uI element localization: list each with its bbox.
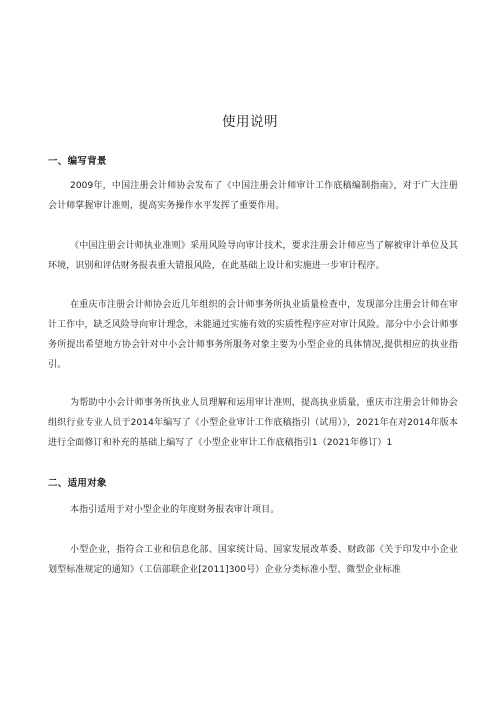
paragraph: 《中国注册会计师执业准则》采用风险导向审计技术，要求注册会计师应当了解被审计单位及其环境，识别和评估财务报表重大错报风险，在此基础上设计和实施进一步审计程序。 bbox=[48, 241, 458, 271]
paragraph: 小型企业，指符合工业和信息化部、国家统计局、国家发展改革委、财政部《关于印发中小企业划型标准规定的通知》（工信部联企业[2011]300号）企业分类标准小型、微型企业标准 bbox=[48, 545, 458, 575]
paragraph: 为帮助中小会计师事务所执业人员理解和运用审计准则，提高执业质量，重庆市注册会计师协会组织行业专业人员于2014年编写了《小型企业审计工作底稿指引（试用）》，2021年在对2014年版本进行全面修订和补充的基础上编写了《小型企业审计工作底稿指引1（2021年修订）1 bbox=[48, 398, 458, 448]
paragraph: 2009年，中国注册会计师协会发布了《中国注册会计师审计工作底稿编制指南》，对于广大注册会计师掌握审计准则，提高实务操作水平发挥了重要作用。 bbox=[48, 181, 458, 211]
document-title: 使用说明 bbox=[222, 114, 278, 130]
section-heading-background: 一、编写背景 bbox=[48, 156, 107, 167]
paragraph: 本指引适用于对小型企业的年度财务报表审计项目。 bbox=[70, 505, 280, 515]
paragraph: 在重庆市注册会计师协会近几年组织的会计师事务所执业质量检查中，发现部分注册会计师在审计工作中，缺乏风险导向审计理念，未能通过实施有效的实质性程序应对审计风险。部分中小会计师事务所提出希望地方协会针对中小会计师事务所服务对象主要为小型企业的具体情况,提供相应的执业指引。 bbox=[48, 300, 458, 370]
section-heading-scope: 二、适用对象 bbox=[48, 478, 107, 489]
